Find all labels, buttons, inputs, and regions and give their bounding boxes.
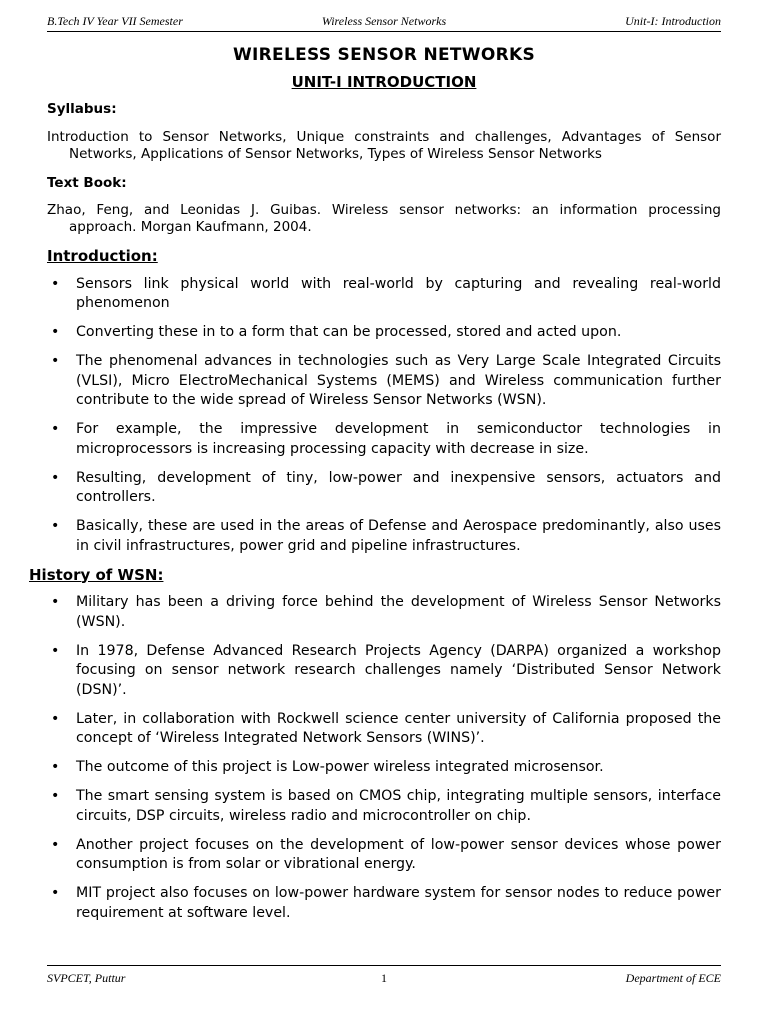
list-item: • Sensors link physical world with real-world by capturing and revealing real-world phenomenon [47, 275, 721, 314]
introduction-list [47, 275, 721, 557]
list-item: • MIT project also focuses on low-power hardware system for sensor nodes to reduce power requirement at software level. [47, 884, 721, 923]
header-divider [47, 31, 721, 32]
list-item: • Resulting, development of tiny, low-power and inexpensive sensors, actuators and controllers. [47, 469, 721, 508]
list-item: • Basically, these are used in the areas of Defense and Aerospace predominantly, also uses in civil infrastructures, power grid and pipeline infrastructures. [47, 517, 721, 556]
unit-title: UNIT-I INTRODUCTION [291, 73, 477, 91]
header-subject: Wireless Sensor Networks [321, 14, 447, 28]
history-heading: History of WSN: [29, 565, 164, 584]
list-item: • In 1978, Defense Advanced Research Projects Agency (DARPA) organized a workshop focusing on sensor network research challenges namely ‘Distributed Sensor Network (DSN)’. [47, 642, 721, 701]
page-footer [47, 971, 721, 989]
footer-divider [47, 965, 721, 966]
textbook-text: Zhao, Feng, and Leonidas J. Guibas. Wireless sensor networks: an information processing approach. Morgan Kaufmann, 2004. [47, 202, 721, 235]
header-unit: Unit-I: Introduction [625, 14, 721, 28]
list-item: • Converting these in to a form that can be processed, stored and acted upon. [47, 323, 721, 343]
list-item: • Another project focuses on the development of low-power sensor devices whose power consumption is from solar or vibrational energy. [47, 836, 721, 875]
list-item: • For example, the impressive development in semiconductor technologies in microprocessors is increasing processing capacity with decrease in size. [47, 420, 721, 459]
list-item: • Later, in collaboration with Rockwell science center university of California proposed the concept of ‘Wireless Integrated Network Sensors (WINS)’. [47, 710, 721, 749]
document-title: WIRELESS SENSOR NETWORKS [232, 45, 535, 65]
list-item: • The phenomenal advances in technologies such as Very Large Scale Integrated Circuits (VLSI), Micro ElectroMechanical Systems (MEMS) and Wireless communication further contribute to the wide spread of Wireless Sensor Networks (WSN). [47, 352, 721, 411]
introduction-heading: Introduction: [47, 247, 158, 265]
page-header [47, 14, 721, 32]
list-item: • The outcome of this project is Low-power wireless integrated microsensor. [47, 758, 721, 778]
header-course: B.Tech IV Year VII Semester [47, 14, 183, 28]
footer-department: Department of ECE [625, 971, 721, 985]
syllabus-label: Syllabus: [47, 101, 117, 117]
list-item: • Military has been a driving force behind the development of Wireless Sensor Networks (WSN). [47, 593, 721, 632]
history-list [47, 593, 721, 923]
footer-institution: SVPCET, Puttur [47, 971, 126, 985]
list-item: • The smart sensing system is based on CMOS chip, integrating multiple sensors, interface circuits, DSP circuits, wireless radio and microcontroller on chip. [47, 787, 721, 826]
page-content [29, 42, 721, 933]
page-number: 1 [381, 971, 387, 985]
syllabus-text: Introduction to Sensor Networks, Unique constraints and challenges, Advantages of Sensor Networks, Applications of Sensor Networks, Types of Wireless Sensor Networks [47, 128, 721, 162]
textbook-label: Text Book: [47, 174, 127, 191]
